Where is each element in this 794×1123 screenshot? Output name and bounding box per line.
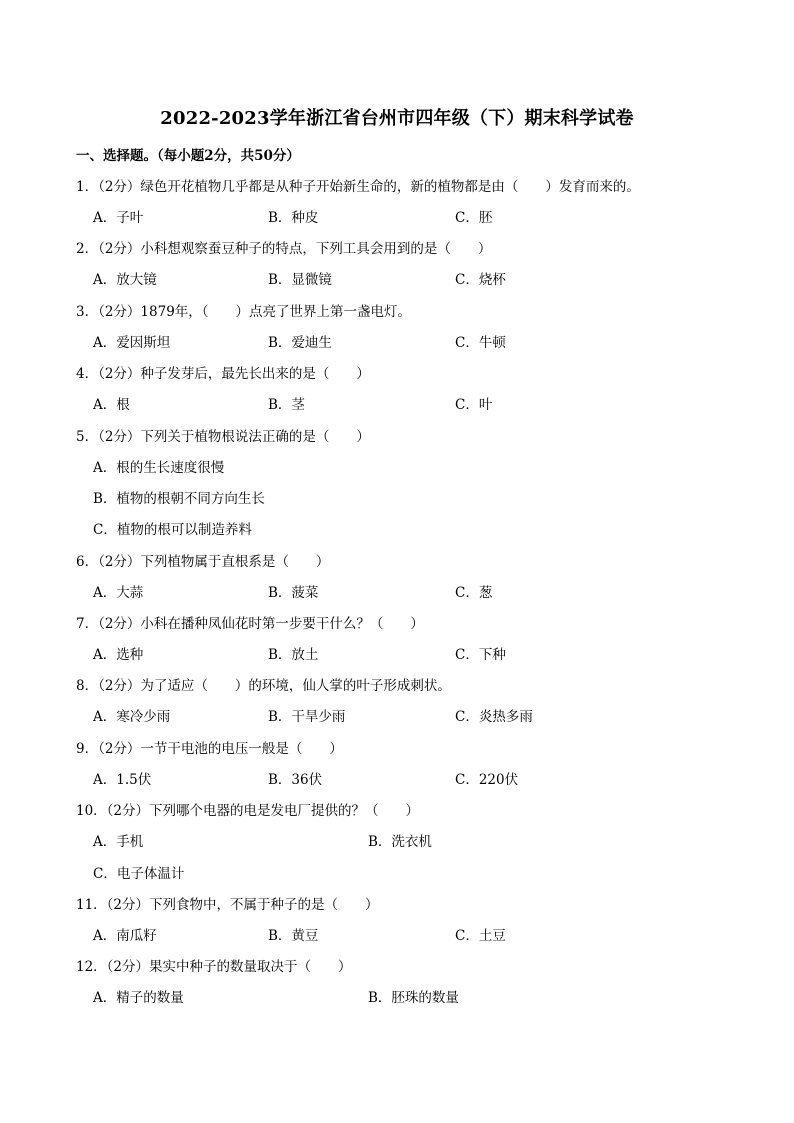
q4-option-a: A．根 <box>93 397 130 413</box>
q1-option-b: B．种皮 <box>268 210 319 226</box>
question-9: 9．（2分）一节干电池的电压一般是（ ） <box>76 741 343 757</box>
exam-title: 2022-2023学年浙江省台州市四年级（下）期末科学试卷 <box>160 108 634 129</box>
q9-option-b: B．36伏 <box>268 772 323 788</box>
q7-option-c: C．下种 <box>455 647 506 663</box>
q11-option-c: C．土豆 <box>455 928 506 944</box>
q8-option-a: A．寒冷少雨 <box>93 709 171 725</box>
question-7: 7．（2分）小科在播种凤仙花时第一步要干什么？（ ） <box>76 616 424 632</box>
q12-option-b: B．胚珠的数量 <box>368 990 459 1006</box>
q6-option-b: B．菠菜 <box>268 585 319 601</box>
q1-option-a: A．子叶 <box>93 210 144 226</box>
question-2: 2．（2分）小科想观察蚕豆种子的特点，下列工具会用到的是（ ） <box>76 241 492 257</box>
q9-option-c: C．220伏 <box>455 772 519 788</box>
q8-option-b: B．干旱少雨 <box>268 709 346 725</box>
q10-option-a: A．手机 <box>93 834 144 850</box>
q6-option-c: C．葱 <box>455 585 493 601</box>
question-4: 4．（2分）种子发芽后，最先长出来的是（ ） <box>76 366 370 382</box>
q8-option-c: C．炎热多雨 <box>455 709 533 725</box>
q1-option-c: C．胚 <box>455 210 493 226</box>
q3-option-a: A．爱因斯坦 <box>93 335 171 351</box>
question-5: 5．（2分）下列关于植物根说法正确的是（ ） <box>76 429 370 445</box>
q3-option-b: B．爱迪生 <box>268 335 332 351</box>
question-3: 3．（2分）1879年，（ ）点亮了世界上第一盏电灯。 <box>76 304 412 320</box>
q10-option-b: B．洗衣机 <box>368 834 432 850</box>
question-10: 10．（2分）下列哪个电器的电是发电厂提供的？（ ） <box>76 803 420 819</box>
question-11: 11．（2分）下列食物中，不属于种子的是（ ） <box>76 897 379 913</box>
q10-option-c: C．电子体温计 <box>93 866 185 882</box>
q4-option-c: C．叶 <box>455 397 493 413</box>
q3-option-c: C．牛顿 <box>455 335 506 351</box>
question-8: 8．（2分）为了适应（ ）的环境，仙人掌的叶子形成刺状。 <box>76 678 451 694</box>
q11-option-a: A．南瓜籽 <box>93 928 157 944</box>
q9-option-a: A．1.5伏 <box>93 772 152 788</box>
q4-option-b: B．茎 <box>268 397 305 413</box>
question-6: 6．（2分）下列植物属于直根系是（ ） <box>76 554 330 570</box>
q5-option-a: A．根的生长速度很慢 <box>93 460 225 476</box>
question-1: 1．（2分）绿色开花植物几乎都是从种子开始新生命的，新的植物都是由（ ）发育而来的。 <box>76 179 640 195</box>
q5-option-c: C．植物的根可以制造养料 <box>93 522 252 538</box>
q12-option-a: A．精子的数量 <box>93 990 184 1006</box>
q6-option-a: A．大蒜 <box>93 585 144 601</box>
q7-option-a: A．选种 <box>93 647 144 663</box>
q11-option-b: B．黄豆 <box>268 928 319 944</box>
section-heading: 一、选择题。（每小题2分，共50分） <box>76 148 300 164</box>
q7-option-b: B．放土 <box>268 647 319 663</box>
q2-option-b: B．显微镜 <box>268 272 332 288</box>
question-12: 12．（2分）果实中种子的数量取决于（ ） <box>76 959 352 975</box>
q5-option-b: B．植物的根朝不同方向生长 <box>93 491 265 507</box>
q2-option-c: C．烧杯 <box>455 272 506 288</box>
q2-option-a: A．放大镜 <box>93 272 157 288</box>
